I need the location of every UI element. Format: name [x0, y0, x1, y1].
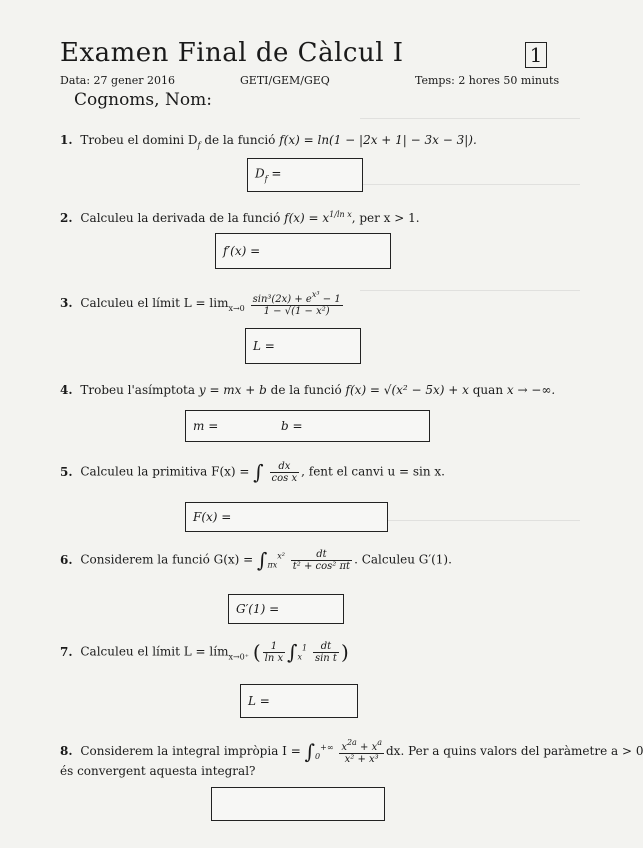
numerator — [251, 290, 343, 306]
numerator-tail: + x — [356, 742, 378, 753]
answer-box-4[interactable] — [185, 410, 430, 442]
answer-box-2[interactable] — [215, 233, 391, 269]
question-1 — [60, 133, 477, 150]
answer-label: L = — [248, 694, 270, 708]
fraction — [291, 549, 352, 572]
right-paren: ) — [340, 640, 349, 664]
question-number: 5. — [60, 464, 73, 479]
answer-label — [255, 167, 281, 184]
question-text: de la funció — [200, 133, 280, 147]
numerator: 1 — [263, 641, 285, 653]
answer-label-m: m = — [193, 419, 219, 433]
superscript: x³ — [311, 290, 320, 299]
question-number: 2. — [60, 211, 73, 225]
question-text: Calculeu la derivada de la funció — [80, 211, 285, 225]
question-3 — [60, 290, 345, 317]
question-number: 1. — [60, 133, 73, 147]
answer-label: F(x) = — [193, 510, 232, 524]
denominator: cos x — [271, 472, 298, 484]
answer-box-7[interactable] — [240, 684, 358, 718]
question-6 — [60, 548, 452, 572]
fraction — [339, 738, 384, 765]
question-text: dx. Per a quins valors del paràmetre a > 0 — [386, 744, 643, 758]
exam-title: Examen Final de Càlcul I — [60, 38, 404, 68]
integral-lower-limit: 0 — [315, 752, 321, 761]
answer-label-eq: = — [267, 166, 282, 181]
integral-upper-limit: +∞ — [320, 743, 334, 752]
numerator-text: x — [341, 742, 347, 753]
fraction — [270, 461, 300, 484]
question-formula: x → −∞. — [506, 383, 556, 397]
integral-sign: ∫ — [253, 460, 264, 484]
limit-subscript: x→0⁺ — [228, 652, 249, 662]
question-number: 7. — [60, 644, 73, 659]
bleed-through-line — [360, 520, 580, 521]
question-text: Trobeu l'asímptota — [80, 383, 199, 397]
denominator: 1 − √(1 − x²) — [263, 306, 330, 317]
question-text: Calculeu el límit L = lim — [80, 296, 229, 310]
exam-date: Data: 27 gener 2016 — [60, 74, 175, 87]
integral-sign: ∫ — [257, 548, 268, 572]
denominator: x² + x³ — [344, 754, 379, 765]
answer-box-5[interactable] — [185, 502, 388, 532]
question-text: , fent el canvi u = sin x. — [301, 464, 445, 479]
numerator — [339, 738, 384, 754]
numerator: dt — [291, 549, 352, 561]
question-4 — [60, 383, 555, 397]
question-text: Trobeu el domini D — [80, 133, 198, 147]
question-text: Calculeu la primitiva F(x) = — [80, 464, 254, 479]
denominator: sin t — [314, 652, 337, 664]
fraction — [263, 641, 285, 664]
fraction — [251, 290, 343, 317]
numerator: dt — [313, 641, 339, 653]
question-2 — [60, 210, 420, 225]
integral-lower-limit: x — [297, 652, 303, 662]
subscript: f — [197, 141, 201, 150]
superscript: 2a — [346, 738, 357, 747]
name-field-label: Cognoms, Nom: — [74, 90, 212, 110]
superscript: a — [377, 738, 382, 747]
integral-upper-limit: 1 — [302, 643, 308, 653]
bleed-through-line — [360, 184, 580, 185]
question-text: Calculeu el límit L = lím — [80, 644, 229, 659]
question-5 — [60, 460, 445, 484]
fraction — [313, 641, 339, 664]
question-formula: f(x) = √(x² − 5x) + x — [345, 383, 469, 397]
answer-box-3[interactable] — [245, 328, 361, 364]
denominator: ln x — [264, 652, 284, 664]
page-number-box: 1 — [525, 42, 547, 68]
left-paren: ( — [252, 640, 261, 664]
answer-label: G′(1) = — [236, 602, 280, 616]
exam-time: Temps: 2 hores 50 minuts — [415, 74, 560, 87]
question-formula: f(x) = x — [284, 211, 330, 225]
numerator: dx — [270, 461, 300, 473]
question-text: . Calculeu G′(1). — [354, 552, 452, 567]
question-number: 8. — [60, 744, 73, 758]
answer-label-sub: f — [264, 174, 268, 184]
answer-label-text: D — [255, 166, 265, 181]
question-7 — [60, 640, 349, 664]
bleed-through-line — [360, 290, 580, 291]
numerator-text: sin³(2x) + e — [252, 294, 312, 305]
question-text: quan — [468, 383, 507, 397]
question-text: Considerem la integral impròpia I = — [80, 744, 305, 758]
integral-upper-limit: x² — [277, 551, 285, 561]
integral-sign: ∫ — [304, 739, 316, 764]
denominator: t² + cos² πt — [292, 560, 351, 572]
answer-label-b: b = — [281, 419, 303, 433]
answer-label: f′(x) = — [223, 244, 261, 258]
limit-subscript: x→0 — [228, 304, 245, 313]
integral-lower-limit: πx — [267, 560, 278, 570]
question-number: 6. — [60, 552, 73, 567]
numerator-tail: − 1 — [319, 294, 341, 305]
answer-box-8[interactable] — [211, 787, 385, 821]
question-number: 4. — [60, 383, 73, 397]
question-text: de la funció — [266, 383, 346, 397]
superscript: 1/ln x — [329, 210, 352, 219]
question-text: , per x > 1. — [351, 211, 420, 225]
bleed-through-line — [360, 118, 580, 119]
question-formula: f(x) = ln(1 − |2x + 1| − 3x − 3|). — [279, 133, 477, 147]
question-formula: y = mx + b — [198, 383, 267, 397]
question-text: Considerem la funció G(x) = — [80, 552, 258, 567]
question-number: 3. — [60, 296, 73, 310]
exam-degree: GETI/GEM/GEQ — [240, 74, 330, 87]
answer-label: L = — [253, 339, 275, 353]
question-8 — [60, 738, 643, 765]
question-8-line2: és convergent aquesta integral? — [60, 764, 256, 778]
answer-box-1[interactable] — [247, 158, 363, 192]
answer-box-6[interactable] — [228, 594, 344, 624]
integral-sign: ∫ — [287, 640, 298, 664]
